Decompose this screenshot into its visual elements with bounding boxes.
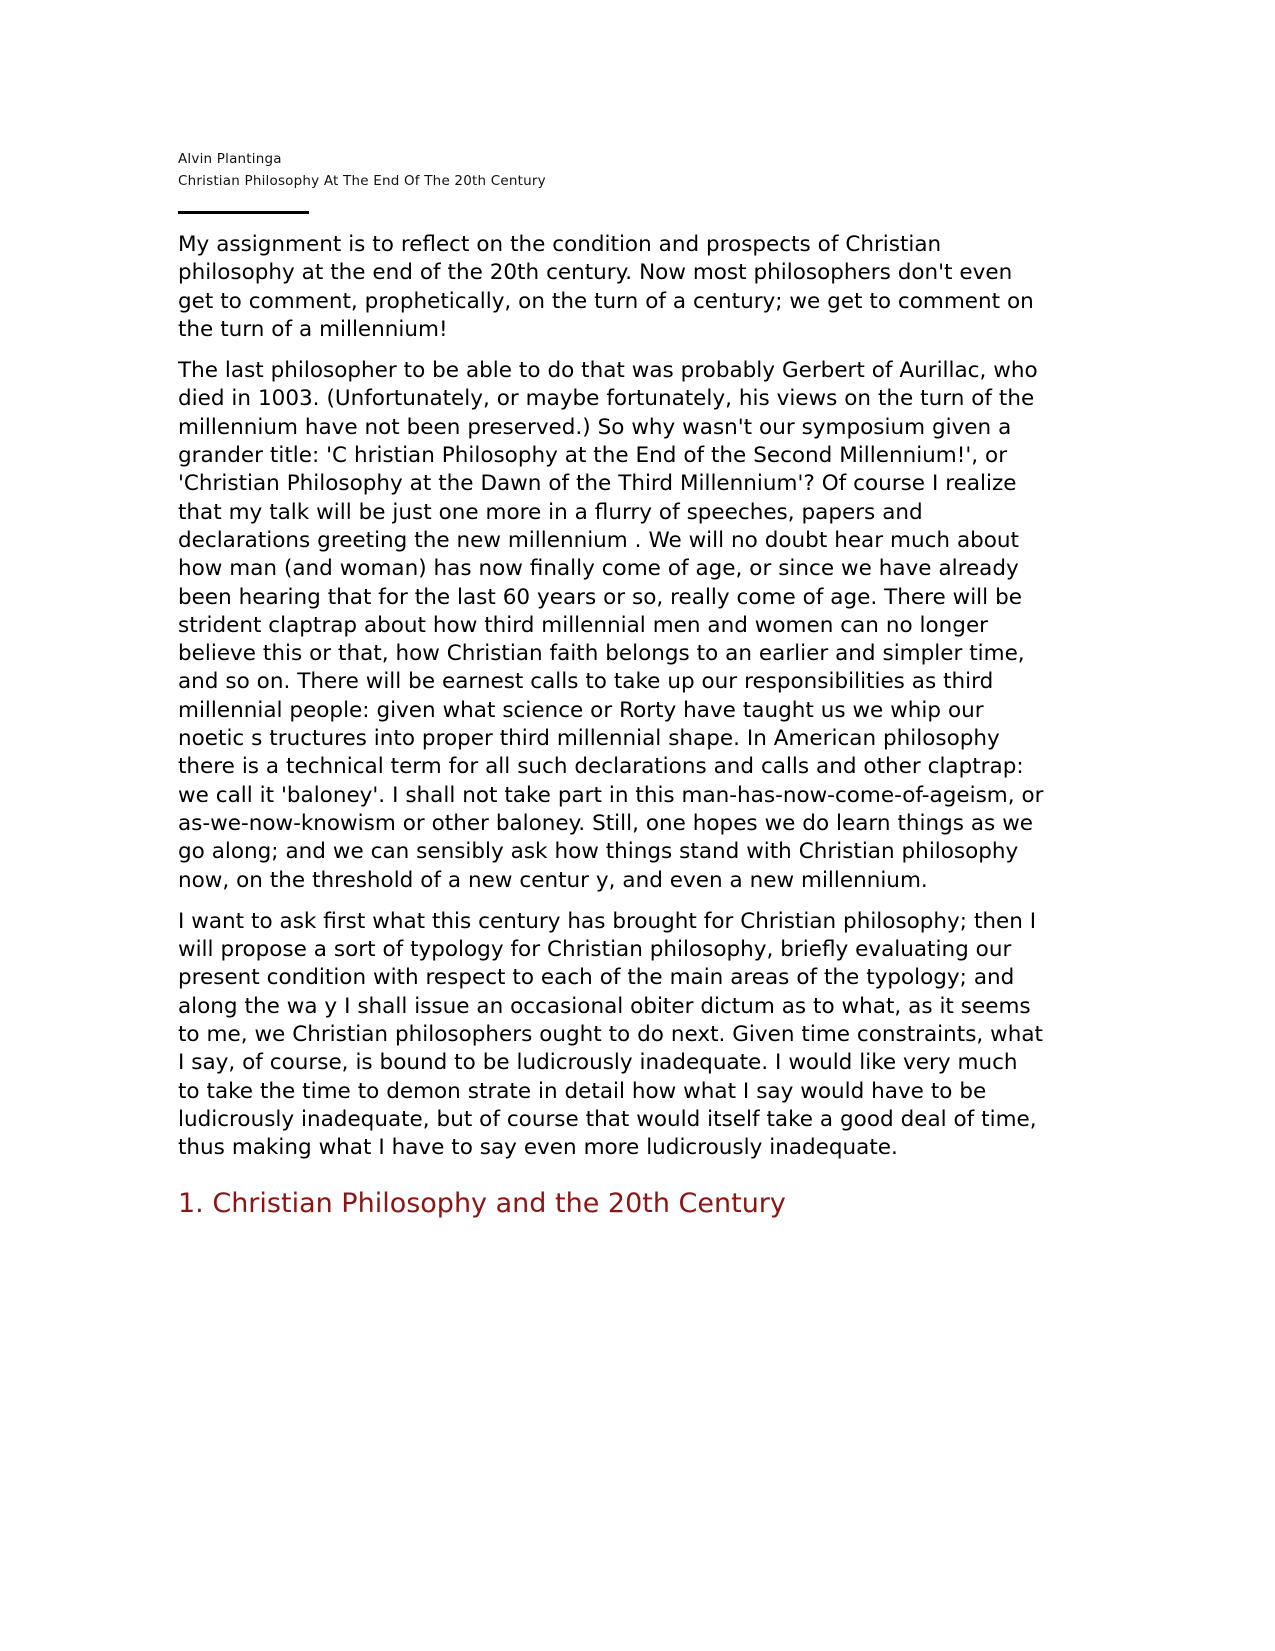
header-divider-rule	[178, 211, 309, 214]
body-paragraph: I want to ask first what this century has brought for Christian philosophy; then I will propose a sort of typology for Christian philosophy, briefly evaluating our present condition with respect to each of the main areas of the typology; and along the wa y I shall issue an occasional obiter dictum as to what, as it seems to me, we Christian philosophers ought to do next. Given time constraints, what I say, of course, is bound to be ludicrously inadequate. I would like very much to take the time to demon strate in detail how what I say would have to be ludicrously inadequate, but of course that would itself take a good deal of time, thus making what I have to say even more ludicrously inadequate.	[178, 908, 1043, 1161]
author-name: Alvin Plantinga	[178, 151, 282, 167]
document-body	[178, 231, 1044, 1222]
body-paragraph: My assignment is to reflect on the condition and prospects of Christian philosophy at the end of the 20th century. Now most philosophers don't even get to comment, prophetically, on the turn of a century; we get to comment on the turn of a millennium!	[178, 232, 1034, 342]
document-title: Christian Philosophy At The End Of The 20th Century	[178, 173, 546, 189]
body-paragraph: The last philosopher to be able to do that was probably Gerbert of Aurillac, who died in 1003. (Unfortunately, or maybe fortunately, his views on the turn of the millennium have not been preserved.) So why wasn't our symposium given a grander title: 'C hristian Philosophy at the End of the Second Millennium!', or 'Christian Philosophy at the Dawn of the Third Millennium'? Of course I realize that my talk will be just one more in a flurry of speeches, papers and declarations greeting the new millennium . We will no doubt hear much about how man (and woman) has now finally come of age, or since we have already been hearing that for the last 60 years or so, really come of age. There will be strident claptrap about how third millennial men and women can no longer believe this or that, how Christian faith belongs to an earlier and simpler time, and so on. There will be earnest calls to take up our responsibilities as third millennial people: given what science or Rorty have taught us we whip our noetic s tructures into proper third millennial shape. In American philosophy there is a technical term for all such declarations and calls and other claptrap: we call it 'baloney'. I shall not take part in this man-has-now-come-of-ageism, or as-we-now-knowism or other baloney. Still, one hopes we do learn things as we go along; and we can sensibly ask how things stand with Christian philosophy now, on the threshold of a new centur y, and even a new millennium.	[178, 358, 1044, 893]
document-header	[178, 148, 1058, 214]
section-heading-1: 1. Christian Philosophy and the 20th Century	[178, 1187, 786, 1219]
